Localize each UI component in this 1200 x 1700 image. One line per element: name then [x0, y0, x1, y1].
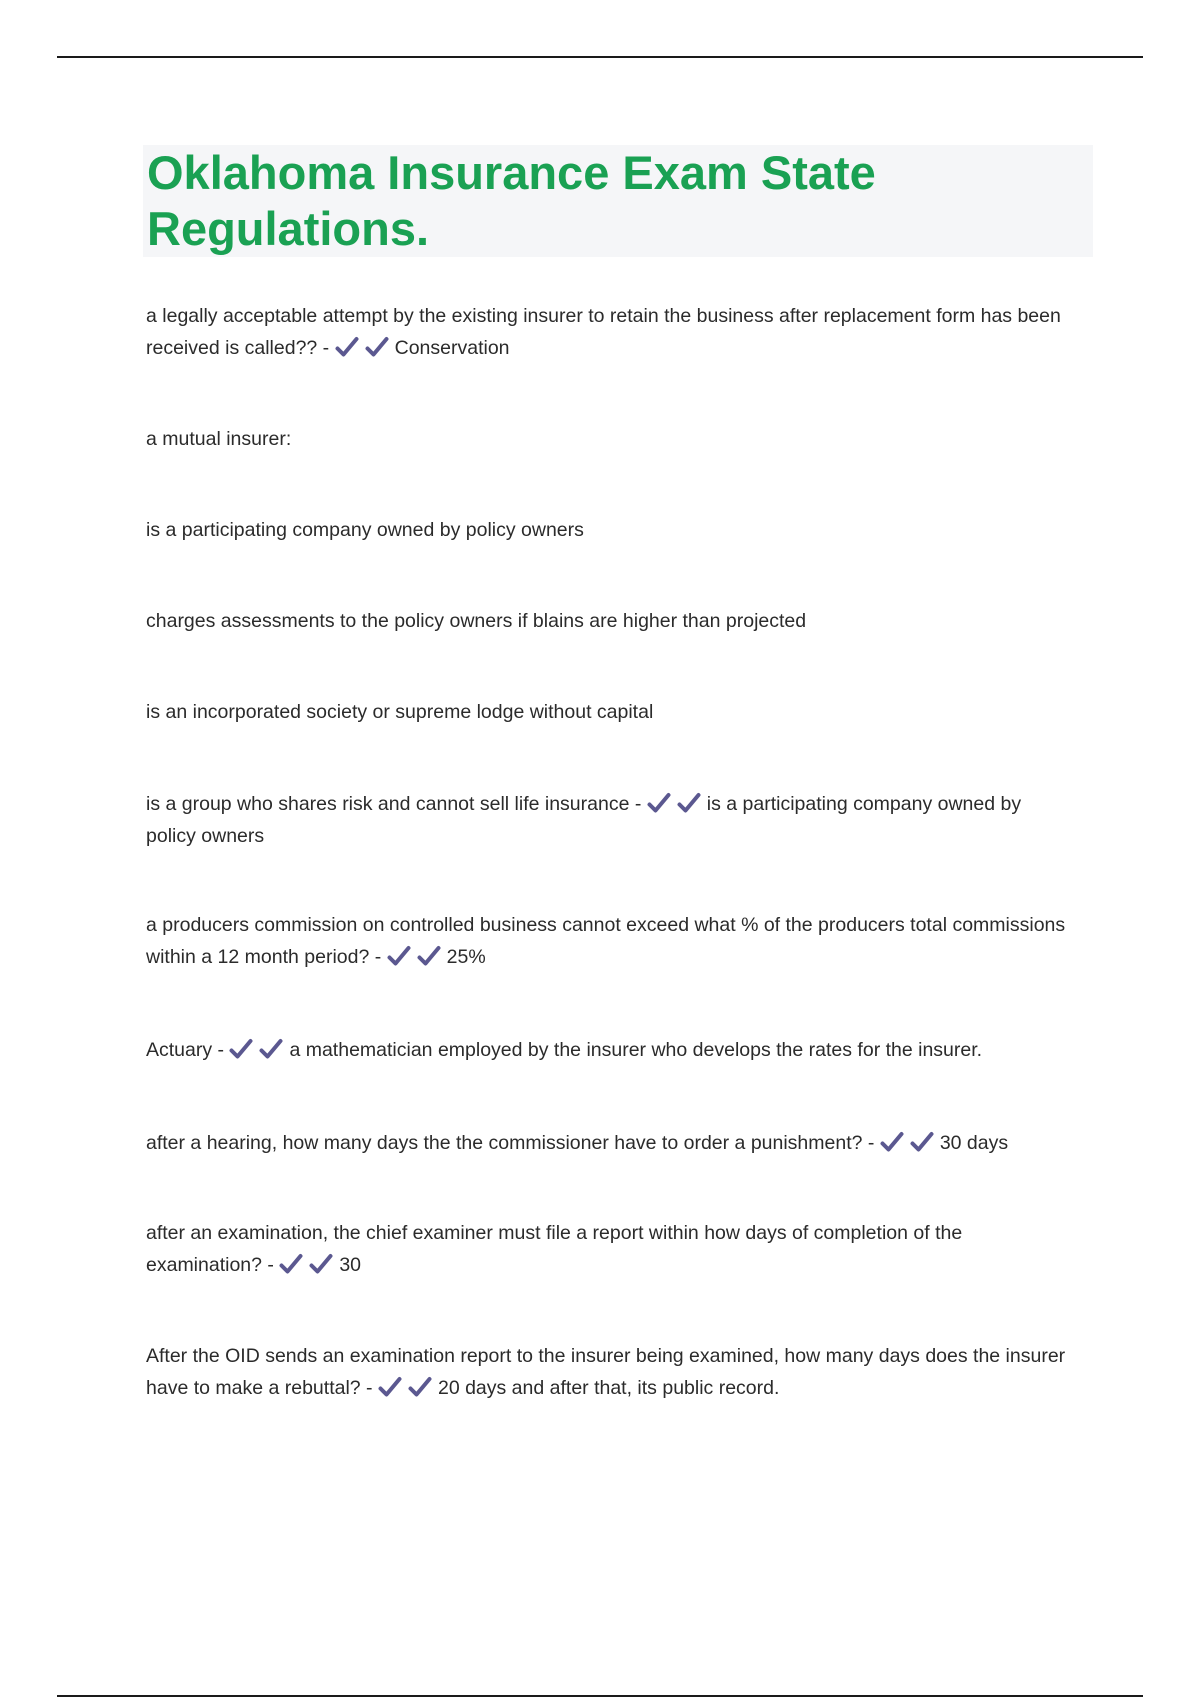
answer-text: a mathematician employed by the insurer who develops the rates for the insurer.	[289, 1039, 983, 1061]
qa-entry	[146, 788, 1076, 852]
entry-text: charges assessments to the policy owners if blains are higher than projected	[146, 610, 807, 632]
entry-text: is a participating company owned by policy owners	[146, 519, 584, 541]
qa-entry	[146, 909, 1076, 973]
check-icon	[279, 1253, 303, 1275]
qa-entry	[146, 1340, 1076, 1404]
answer-text: is a participating company owned by policy owners	[146, 793, 1022, 847]
qa-entry	[146, 300, 1076, 364]
check-icon	[378, 1376, 402, 1398]
question-text: after an examination, the chief examiner must file a report within how days of completion of the examination? -	[146, 1222, 963, 1276]
check-icon	[880, 1131, 904, 1153]
answer-text: 25%	[446, 946, 486, 968]
entry-text: a mutual insurer:	[146, 428, 292, 450]
check-icon	[259, 1038, 283, 1060]
qa-entry	[146, 1217, 1076, 1281]
qa-entry	[146, 1034, 1076, 1066]
check-icon	[677, 792, 701, 814]
question-text: After the OID sends an examination report to the insurer being examined, how many days does the insurer have to make a rebuttal? -	[146, 1345, 1066, 1399]
footer-rule	[57, 1695, 1143, 1697]
text-entry	[146, 514, 1076, 546]
check-icon	[408, 1376, 432, 1398]
answer-text: 30 days	[939, 1132, 1009, 1154]
question-text: Actuary -	[146, 1039, 225, 1061]
text-entry	[146, 423, 1076, 455]
check-icon	[387, 945, 411, 967]
answer-text: 20 days and after that, its public record.	[437, 1377, 780, 1399]
answer-text: 30	[339, 1254, 362, 1276]
check-icon	[910, 1131, 934, 1153]
text-entry	[146, 605, 1076, 637]
check-icon	[647, 792, 671, 814]
question-text: after a hearing, how many days the the commissioner have to order a punishment? -	[146, 1132, 875, 1154]
question-text: a producers commission on controlled business cannot exceed what % of the producers total commissions within a 12 month period? -	[146, 914, 1066, 968]
document-title: Oklahoma Insurance Exam State Regulations.	[147, 146, 876, 255]
answer-text: Conservation	[394, 337, 510, 359]
entry-text: is an incorporated society or supreme lodge without capital	[146, 701, 654, 723]
check-icon	[335, 336, 359, 358]
qa-entry	[146, 1127, 1076, 1159]
text-entry	[146, 696, 1076, 728]
check-icon	[309, 1253, 333, 1275]
question-text: is a group who shares risk and cannot sell life insurance -	[146, 793, 642, 815]
check-icon	[365, 336, 389, 358]
question-text: a legally acceptable attempt by the existing insurer to retain the business after replacement form has been received is called?? -	[146, 305, 1061, 359]
header-rule	[57, 56, 1143, 58]
check-icon	[417, 945, 441, 967]
check-icon	[229, 1038, 253, 1060]
title-banner	[143, 145, 1093, 257]
